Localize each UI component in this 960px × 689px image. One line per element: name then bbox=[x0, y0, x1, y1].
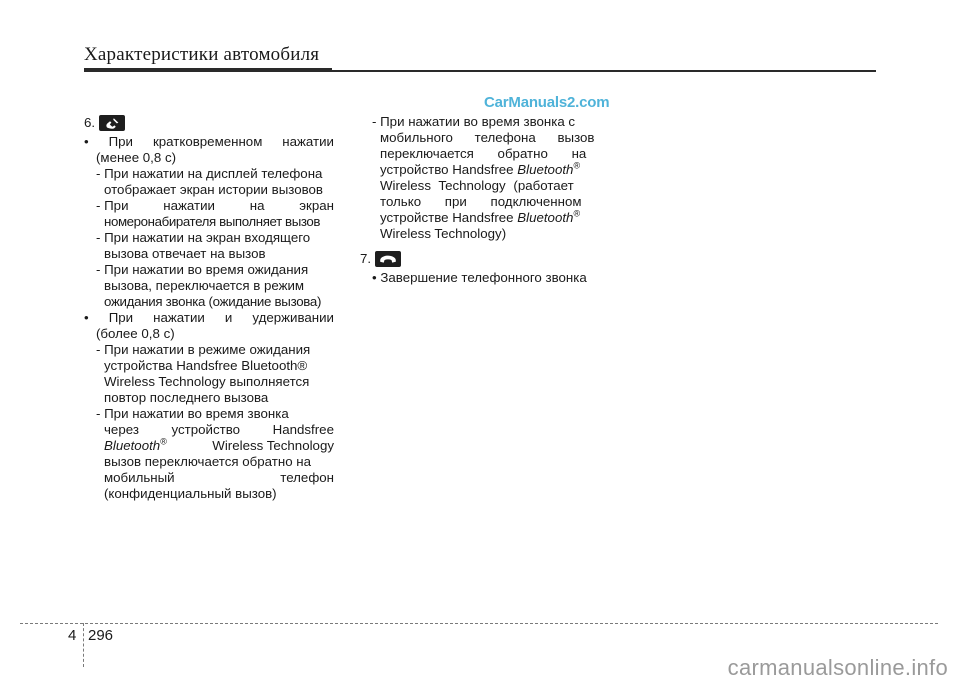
sub-transfer-l6: только при подключенном bbox=[380, 194, 582, 209]
bullet-long-press-l2: (более 0,8 с) bbox=[96, 326, 175, 341]
watermark-top[interactable]: CarManuals2.com bbox=[484, 94, 610, 111]
watermark-bottom[interactable]: carmanualsonline.info bbox=[727, 655, 948, 680]
bullet-short-press-l2: (менее 0,8 с) bbox=[96, 150, 177, 165]
sub-private-l6: (конфиденциальный вызов) bbox=[104, 486, 277, 501]
bullet-short-press: • При кратковременном нажатии bbox=[84, 134, 334, 149]
sub-display-l2: отображает экран истории вызовов bbox=[104, 182, 323, 197]
sub-private-l3: Bluetooth® Wireless Technology bbox=[104, 436, 334, 453]
sub-waiting-l1: - При нажатии во время ожидания bbox=[96, 262, 309, 277]
footer-divider bbox=[83, 623, 84, 667]
page-number: 296 bbox=[88, 627, 114, 644]
sub-transfer-l7: устройстве Handsfree Bluetooth® bbox=[380, 208, 581, 225]
sub-redial-l4: повтор последнего вызова bbox=[104, 390, 269, 405]
sub-display-l1: - При нажатии на дисплей телефона bbox=[96, 166, 323, 181]
item-6-number: 6. bbox=[84, 115, 96, 130]
sub-redial-l2: устройства Handsfree Bluetooth® bbox=[104, 358, 308, 373]
chapter-number: 4 bbox=[68, 627, 77, 644]
header-rule-thick bbox=[84, 68, 332, 72]
sub-private-l1: - При нажатии во время звонка bbox=[96, 406, 289, 421]
sub-transfer-l4: устройство Handsfree Bluetooth® bbox=[380, 160, 581, 177]
sub-transfer-l1: - При нажатии во время звонка с bbox=[372, 114, 576, 129]
bullet-long-press: • При нажатии и удерживании bbox=[84, 310, 334, 325]
sub-incoming-l1: - При нажатии на экран входящего bbox=[96, 230, 311, 245]
sub-transfer-l2: мобильного телефона вызов bbox=[380, 130, 595, 145]
sub-private-l4: вызов переключается обратно на bbox=[104, 454, 312, 469]
phone-call-icon bbox=[99, 115, 125, 131]
sub-redial-l1: - При нажатии в режиме ожидания bbox=[96, 342, 311, 357]
header-rule-thin bbox=[332, 70, 876, 72]
sub-waiting-l2: вызова, переключается в режим bbox=[104, 278, 305, 293]
sub-private-l5: мобильный телефон bbox=[104, 470, 334, 485]
phone-hangup-icon bbox=[375, 251, 401, 267]
sub-waiting-l3: ожидания звонка (ожидание вызова) bbox=[104, 294, 322, 309]
page-header-title: Характеристики автомобиля bbox=[84, 44, 320, 65]
item-6-heading bbox=[84, 114, 334, 132]
item-7-heading bbox=[360, 250, 610, 268]
sub-redial-l3: Wireless Technology выполняется bbox=[104, 374, 310, 389]
item-7-number: 7. bbox=[360, 251, 372, 266]
sub-dialer-l1: - При нажатии на экран bbox=[96, 198, 334, 213]
bullet-end-call: • Завершение телефонного звонка bbox=[372, 270, 587, 285]
sub-transfer-l3: переключается обратно на bbox=[380, 146, 587, 161]
sub-incoming-l2: вызова отвечает на вызов bbox=[104, 246, 266, 261]
left-column bbox=[84, 114, 334, 502]
right-column bbox=[360, 114, 610, 286]
footer-rule bbox=[20, 623, 938, 624]
sub-transfer-l5: Wireless Technology (работает bbox=[380, 178, 574, 193]
sub-private-l2: через устройство Handsfree bbox=[104, 422, 334, 437]
sub-transfer-l8: Wireless Technology) bbox=[380, 226, 507, 241]
sub-dialer-l2: номеронабирателя выполняет вызов bbox=[104, 214, 321, 229]
